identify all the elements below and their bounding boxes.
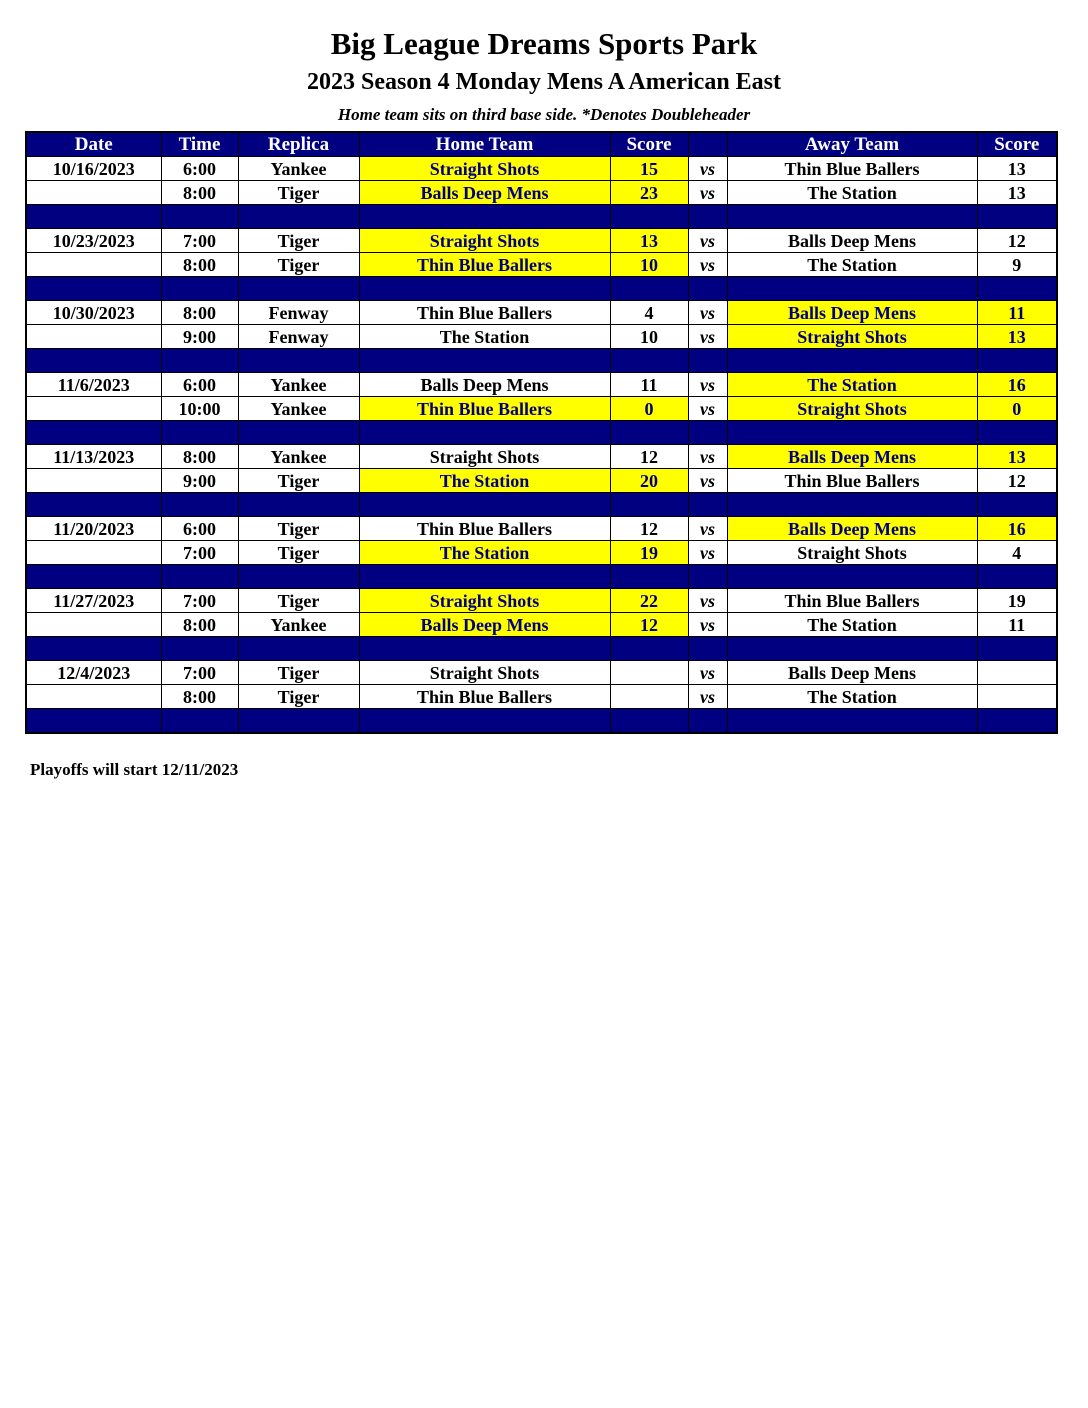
separator-cell bbox=[727, 637, 977, 661]
separator-cell bbox=[161, 565, 238, 589]
game-time: 9:00 bbox=[161, 325, 238, 349]
schedule-body bbox=[26, 157, 1057, 734]
away-score: 12 bbox=[977, 229, 1057, 253]
separator-cell bbox=[359, 709, 610, 734]
separator-cell bbox=[359, 637, 610, 661]
vs-label: vs bbox=[688, 661, 727, 685]
column-header-time: Time bbox=[161, 132, 238, 157]
separator-cell bbox=[359, 205, 610, 229]
separator-cell bbox=[161, 421, 238, 445]
away-score: 13 bbox=[977, 181, 1057, 205]
home-team: Balls Deep Mens bbox=[359, 613, 610, 637]
away-score: 16 bbox=[977, 373, 1057, 397]
separator-cell bbox=[727, 709, 977, 734]
away-score bbox=[977, 685, 1057, 709]
home-team: The Station bbox=[359, 469, 610, 493]
vs-label: vs bbox=[688, 325, 727, 349]
away-team: Balls Deep Mens bbox=[727, 301, 977, 325]
game-date bbox=[26, 397, 161, 421]
column-header-vs bbox=[688, 132, 727, 157]
separator-cell bbox=[688, 637, 727, 661]
away-score: 16 bbox=[977, 517, 1057, 541]
home-team: Thin Blue Ballers bbox=[359, 301, 610, 325]
home-score: 10 bbox=[610, 325, 688, 349]
game-date: 10/16/2023 bbox=[26, 157, 161, 181]
separator-cell bbox=[610, 637, 688, 661]
game-time: 10:00 bbox=[161, 397, 238, 421]
away-score: 11 bbox=[977, 613, 1057, 637]
away-team: The Station bbox=[727, 613, 977, 637]
game-replica: Yankee bbox=[238, 613, 359, 637]
away-team: The Station bbox=[727, 253, 977, 277]
game-date bbox=[26, 325, 161, 349]
game-time: 8:00 bbox=[161, 445, 238, 469]
away-team: The Station bbox=[727, 181, 977, 205]
separator-cell bbox=[977, 349, 1057, 373]
away-score: 12 bbox=[977, 469, 1057, 493]
page-subtitle: 2023 Season 4 Monday Mens A American East bbox=[306, 69, 782, 95]
home-score: 23 bbox=[610, 181, 688, 205]
home-score: 15 bbox=[610, 157, 688, 181]
away-score: 9 bbox=[977, 253, 1057, 277]
game-date bbox=[26, 469, 161, 493]
separator-cell bbox=[238, 421, 359, 445]
vs-label: vs bbox=[688, 469, 727, 493]
header-row bbox=[26, 132, 1057, 157]
game-row bbox=[26, 325, 1057, 349]
game-row bbox=[26, 661, 1057, 685]
home-score: 4 bbox=[610, 301, 688, 325]
home-score: 12 bbox=[610, 517, 688, 541]
game-replica: Tiger bbox=[238, 229, 359, 253]
game-date: 11/13/2023 bbox=[26, 445, 161, 469]
separator-cell bbox=[26, 349, 161, 373]
column-header-home-score: Score bbox=[610, 132, 688, 157]
away-team: Thin Blue Ballers bbox=[727, 589, 977, 613]
away-team: Balls Deep Mens bbox=[727, 229, 977, 253]
separator-cell bbox=[238, 349, 359, 373]
game-time: 8:00 bbox=[161, 685, 238, 709]
home-team: The Station bbox=[359, 325, 610, 349]
game-time: 7:00 bbox=[161, 589, 238, 613]
separator-cell bbox=[26, 277, 161, 301]
week-separator-row bbox=[26, 421, 1057, 445]
game-time: 7:00 bbox=[161, 229, 238, 253]
vs-label: vs bbox=[688, 397, 727, 421]
vs-label: vs bbox=[688, 157, 727, 181]
separator-cell bbox=[688, 205, 727, 229]
separator-cell bbox=[26, 421, 161, 445]
game-replica: Tiger bbox=[238, 661, 359, 685]
separator-cell bbox=[359, 493, 610, 517]
away-team: Straight Shots bbox=[727, 325, 977, 349]
game-row bbox=[26, 181, 1057, 205]
separator-cell bbox=[977, 277, 1057, 301]
vs-label: vs bbox=[688, 253, 727, 277]
away-score: 13 bbox=[977, 445, 1057, 469]
seating-note: Home team sits on third base side. *Denotes Doubleheader bbox=[337, 105, 751, 124]
separator-cell bbox=[610, 565, 688, 589]
game-replica: Yankee bbox=[238, 373, 359, 397]
separator-cell bbox=[727, 565, 977, 589]
away-team: Balls Deep Mens bbox=[727, 661, 977, 685]
vs-label: vs bbox=[688, 685, 727, 709]
game-time: 8:00 bbox=[161, 253, 238, 277]
game-row bbox=[26, 253, 1057, 277]
schedule-table bbox=[25, 131, 1058, 734]
away-team: The Station bbox=[727, 373, 977, 397]
game-date bbox=[26, 685, 161, 709]
separator-cell bbox=[238, 493, 359, 517]
separator-cell bbox=[688, 421, 727, 445]
home-score: 22 bbox=[610, 589, 688, 613]
away-team: Thin Blue Ballers bbox=[727, 469, 977, 493]
home-team: Thin Blue Ballers bbox=[359, 397, 610, 421]
separator-cell bbox=[688, 277, 727, 301]
home-team: The Station bbox=[359, 541, 610, 565]
home-team: Thin Blue Ballers bbox=[359, 685, 610, 709]
home-team: Straight Shots bbox=[359, 229, 610, 253]
away-score bbox=[977, 661, 1057, 685]
column-header-replica: Replica bbox=[238, 132, 359, 157]
game-row bbox=[26, 397, 1057, 421]
away-score: 11 bbox=[977, 301, 1057, 325]
game-replica: Tiger bbox=[238, 589, 359, 613]
separator-cell bbox=[238, 709, 359, 734]
vs-label: vs bbox=[688, 229, 727, 253]
away-team: Thin Blue Ballers bbox=[727, 157, 977, 181]
game-time: 6:00 bbox=[161, 373, 238, 397]
game-date: 10/23/2023 bbox=[26, 229, 161, 253]
home-score: 11 bbox=[610, 373, 688, 397]
game-row bbox=[26, 541, 1057, 565]
separator-cell bbox=[161, 205, 238, 229]
separator-cell bbox=[26, 493, 161, 517]
home-score: 12 bbox=[610, 445, 688, 469]
separator-cell bbox=[610, 277, 688, 301]
week-separator-row bbox=[26, 349, 1057, 373]
game-date bbox=[26, 613, 161, 637]
vs-label: vs bbox=[688, 613, 727, 637]
home-score: 10 bbox=[610, 253, 688, 277]
separator-cell bbox=[688, 565, 727, 589]
separator-cell bbox=[977, 421, 1057, 445]
separator-cell bbox=[727, 349, 977, 373]
away-team: Straight Shots bbox=[727, 397, 977, 421]
vs-label: vs bbox=[688, 589, 727, 613]
week-separator-row bbox=[26, 709, 1057, 734]
home-score bbox=[610, 685, 688, 709]
column-header-home-team: Home Team bbox=[359, 132, 610, 157]
away-score: 19 bbox=[977, 589, 1057, 613]
separator-cell bbox=[688, 493, 727, 517]
vs-label: vs bbox=[688, 373, 727, 397]
game-date: 12/4/2023 bbox=[26, 661, 161, 685]
separator-cell bbox=[610, 421, 688, 445]
column-header-date: Date bbox=[26, 132, 161, 157]
home-team: Straight Shots bbox=[359, 661, 610, 685]
separator-cell bbox=[26, 709, 161, 734]
game-row bbox=[26, 229, 1057, 253]
separator-cell bbox=[238, 277, 359, 301]
separator-cell bbox=[977, 709, 1057, 734]
game-replica: Tiger bbox=[238, 541, 359, 565]
home-team: Balls Deep Mens bbox=[359, 181, 610, 205]
week-separator-row bbox=[26, 637, 1057, 661]
playoffs-note: Playoffs will start 12/11/2023 bbox=[30, 760, 239, 779]
away-score: 13 bbox=[977, 325, 1057, 349]
game-date: 11/27/2023 bbox=[26, 589, 161, 613]
game-row bbox=[26, 685, 1057, 709]
game-date: 11/20/2023 bbox=[26, 517, 161, 541]
game-date: 10/30/2023 bbox=[26, 301, 161, 325]
separator-cell bbox=[688, 709, 727, 734]
game-row bbox=[26, 469, 1057, 493]
away-team: Balls Deep Mens bbox=[727, 517, 977, 541]
away-team: Straight Shots bbox=[727, 541, 977, 565]
away-score: 4 bbox=[977, 541, 1057, 565]
separator-cell bbox=[26, 565, 161, 589]
vs-label: vs bbox=[688, 445, 727, 469]
away-score: 0 bbox=[977, 397, 1057, 421]
separator-cell bbox=[727, 493, 977, 517]
game-replica: Tiger bbox=[238, 181, 359, 205]
game-replica: Yankee bbox=[238, 397, 359, 421]
week-separator-row bbox=[26, 565, 1057, 589]
home-score bbox=[610, 661, 688, 685]
separator-cell bbox=[977, 565, 1057, 589]
vs-label: vs bbox=[688, 541, 727, 565]
separator-cell bbox=[727, 277, 977, 301]
game-replica: Fenway bbox=[238, 301, 359, 325]
game-date bbox=[26, 181, 161, 205]
home-team: Thin Blue Ballers bbox=[359, 517, 610, 541]
separator-cell bbox=[359, 421, 610, 445]
week-separator-row bbox=[26, 493, 1057, 517]
game-time: 8:00 bbox=[161, 613, 238, 637]
home-team: Straight Shots bbox=[359, 157, 610, 181]
game-row bbox=[26, 157, 1057, 181]
separator-cell bbox=[161, 493, 238, 517]
game-time: 6:00 bbox=[161, 517, 238, 541]
vs-label: vs bbox=[688, 181, 727, 205]
separator-cell bbox=[977, 637, 1057, 661]
separator-cell bbox=[161, 277, 238, 301]
separator-cell bbox=[610, 493, 688, 517]
home-team: Thin Blue Ballers bbox=[359, 253, 610, 277]
game-replica: Tiger bbox=[238, 469, 359, 493]
game-replica: Yankee bbox=[238, 445, 359, 469]
game-row bbox=[26, 517, 1057, 541]
week-separator-row bbox=[26, 205, 1057, 229]
game-time: 6:00 bbox=[161, 157, 238, 181]
separator-cell bbox=[161, 637, 238, 661]
game-time: 8:00 bbox=[161, 181, 238, 205]
game-replica: Yankee bbox=[238, 157, 359, 181]
home-score: 0 bbox=[610, 397, 688, 421]
game-time: 7:00 bbox=[161, 541, 238, 565]
separator-cell bbox=[359, 277, 610, 301]
separator-cell bbox=[359, 349, 610, 373]
home-team: Straight Shots bbox=[359, 445, 610, 469]
separator-cell bbox=[727, 205, 977, 229]
separator-cell bbox=[26, 205, 161, 229]
separator-cell bbox=[610, 205, 688, 229]
separator-cell bbox=[26, 637, 161, 661]
game-row bbox=[26, 445, 1057, 469]
week-separator-row bbox=[26, 277, 1057, 301]
away-team: Balls Deep Mens bbox=[727, 445, 977, 469]
column-header-away-score: Score bbox=[977, 132, 1057, 157]
home-team: Balls Deep Mens bbox=[359, 373, 610, 397]
game-date bbox=[26, 541, 161, 565]
game-replica: Tiger bbox=[238, 253, 359, 277]
separator-cell bbox=[727, 421, 977, 445]
game-row bbox=[26, 301, 1057, 325]
away-score: 13 bbox=[977, 157, 1057, 181]
game-time: 7:00 bbox=[161, 661, 238, 685]
vs-label: vs bbox=[688, 301, 727, 325]
game-row bbox=[26, 613, 1057, 637]
vs-label: vs bbox=[688, 517, 727, 541]
game-time: 8:00 bbox=[161, 301, 238, 325]
separator-cell bbox=[610, 349, 688, 373]
home-score: 12 bbox=[610, 613, 688, 637]
game-row bbox=[26, 589, 1057, 613]
page-title: Big League Dreams Sports Park bbox=[330, 26, 758, 61]
game-date: 11/6/2023 bbox=[26, 373, 161, 397]
game-replica: Tiger bbox=[238, 685, 359, 709]
home-score: 19 bbox=[610, 541, 688, 565]
separator-cell bbox=[238, 205, 359, 229]
home-team: Straight Shots bbox=[359, 589, 610, 613]
separator-cell bbox=[238, 565, 359, 589]
game-replica: Fenway bbox=[238, 325, 359, 349]
separator-cell bbox=[359, 565, 610, 589]
column-header-away-team: Away Team bbox=[727, 132, 977, 157]
away-team: The Station bbox=[727, 685, 977, 709]
separator-cell bbox=[238, 637, 359, 661]
separator-cell bbox=[161, 349, 238, 373]
separator-cell bbox=[688, 349, 727, 373]
separator-cell bbox=[977, 493, 1057, 517]
game-time: 9:00 bbox=[161, 469, 238, 493]
home-score: 20 bbox=[610, 469, 688, 493]
home-score: 13 bbox=[610, 229, 688, 253]
game-date bbox=[26, 253, 161, 277]
game-replica: Tiger bbox=[238, 517, 359, 541]
separator-cell bbox=[610, 709, 688, 734]
separator-cell bbox=[161, 709, 238, 734]
game-row bbox=[26, 373, 1057, 397]
separator-cell bbox=[977, 205, 1057, 229]
